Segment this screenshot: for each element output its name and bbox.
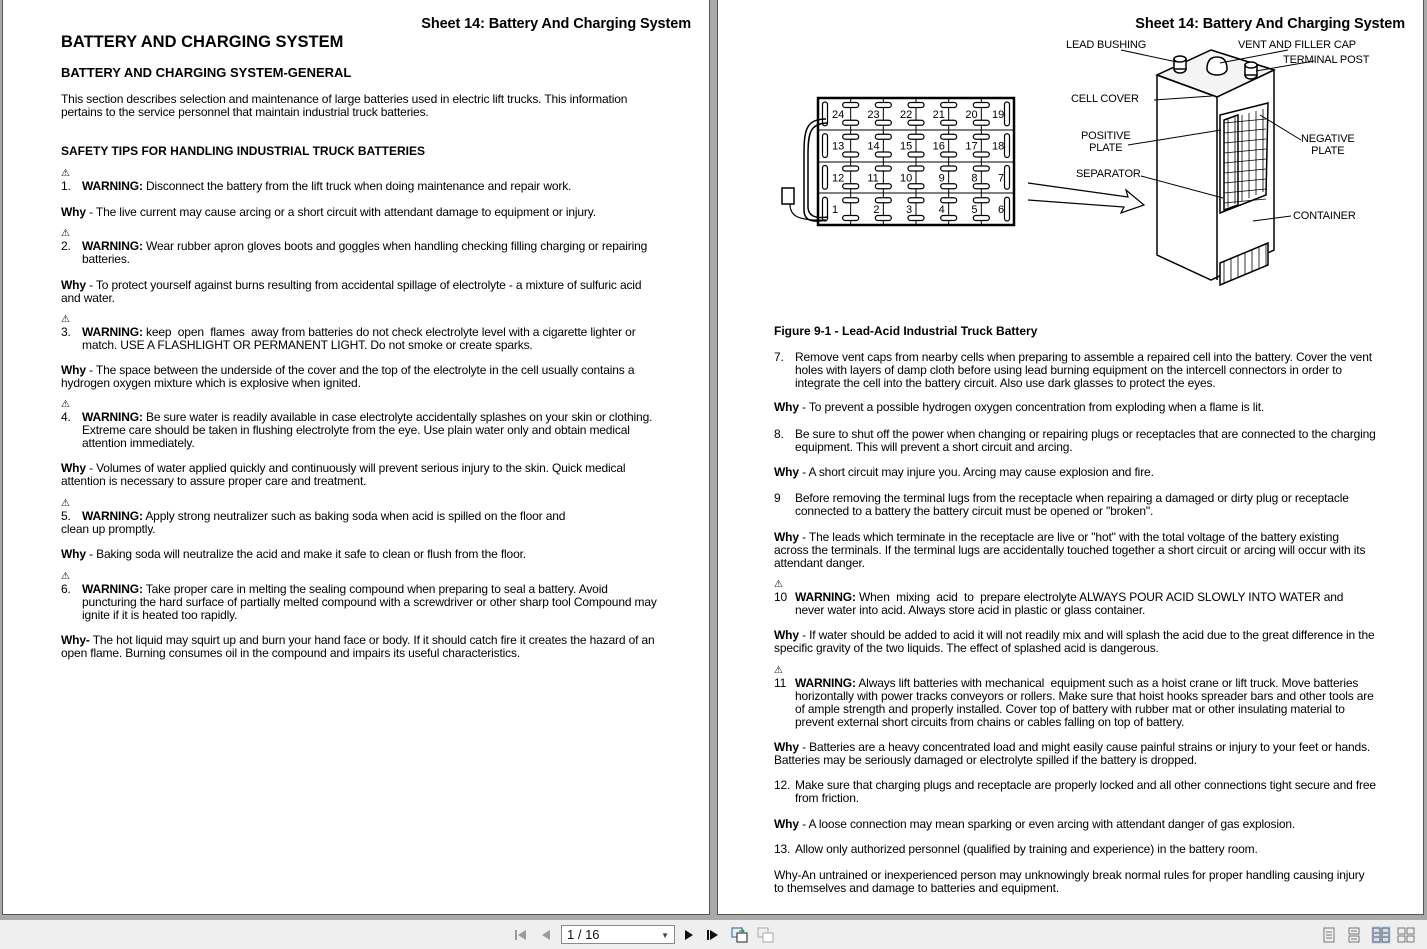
warning-text: Be sure water is readily available in case electrolyte accidentally splashes on your skin or clothing. <box>145 410 653 424</box>
why-text: - A loose connection may mean sparking or even arcing with attendant danger of gas explosion. <box>802 817 1296 831</box>
item-number: 6. <box>61 582 71 596</box>
intercell-connector <box>941 103 957 108</box>
item-number: 1. <box>61 179 71 193</box>
page-indicator: 1 / 16 <box>567 927 600 942</box>
why-label: Why <box>774 817 799 831</box>
item-number: 13. <box>774 842 791 856</box>
item-number: 11 <box>774 676 787 690</box>
page-gutter <box>710 0 717 915</box>
why-item-9 <box>774 531 1365 570</box>
warning-text: When mixing acid to prepare electrolyte ALWAYS POUR ACID SLOWLY INTO WATER and <box>858 590 1344 604</box>
go-back-button[interactable] <box>730 926 748 944</box>
continuous-view-icon <box>1347 927 1361 943</box>
label-line: PLATE <box>1089 142 1123 154</box>
warning-icon: ⚠ <box>61 314 70 325</box>
warning-text: batteries. <box>82 252 130 266</box>
intercell-connector <box>843 103 859 108</box>
warning-label: WARNING: <box>82 509 143 523</box>
why-label: Why <box>61 205 86 219</box>
go-forward-view-icon <box>756 926 774 944</box>
sheet-header: Sheet 14: Battery And Charging System <box>1135 16 1405 32</box>
intercell-connector <box>941 166 957 171</box>
warning-icon: ⚠ <box>774 665 783 676</box>
why-item-3 <box>61 364 634 390</box>
end-connector <box>1005 197 1010 221</box>
battery-tray <box>782 98 1014 225</box>
cell-number: 12 <box>832 172 845 185</box>
why-label: Why- <box>61 633 90 647</box>
intro-line: This section describes selection and maintenance of large batteries used in electric lift trucks. This information <box>61 92 628 106</box>
warning-label: WARNING: <box>795 590 856 604</box>
end-connector <box>1005 166 1010 190</box>
why-item-2 <box>61 279 641 305</box>
figure-caption: Figure 9-1 - Lead-Acid Industrial Truck Battery <box>774 324 1038 338</box>
warning-text: Disconnect the battery from the lift truck when doing maintenance and repair work. <box>145 179 572 193</box>
label-cell-cover: CELL COVER <box>1071 93 1139 105</box>
intercell-connector <box>973 103 989 108</box>
cell-number: 21 <box>932 108 945 121</box>
battery-figure <box>776 35 1376 310</box>
intro-paragraph <box>61 93 627 119</box>
intercell-connector <box>875 134 891 139</box>
warning-text: never water into acid. Always store acid in plastic or glass container. <box>795 603 1146 617</box>
why-label: Why <box>61 461 86 475</box>
item-number: 3. <box>61 325 71 339</box>
intercell-connector <box>875 103 891 108</box>
warning-text: Take proper care in melting the sealing compound when preparing to seal a battery. Avoid <box>145 582 608 596</box>
warning-label: WARNING: <box>82 325 143 339</box>
intercell-connector <box>875 216 891 221</box>
sheet-header: Sheet 14: Battery And Charging System <box>421 16 691 32</box>
item-text: equipment. This will prevent a short circuit and arcing. <box>795 440 1073 454</box>
label-line: PLATE <box>1311 145 1345 157</box>
item-text: from friction. <box>795 791 859 805</box>
go-forward-button[interactable] <box>756 926 774 944</box>
intercell-connector <box>843 184 859 189</box>
intercell-connector <box>973 120 989 125</box>
why-text: - Batteries are a heavy concentrated load and might easily cause painful strains or injury to your feet or hands. <box>802 740 1371 754</box>
cell-number: 8 <box>971 172 978 185</box>
warning-text: ignite if it is heated too rapidly. <box>82 608 238 622</box>
cell-number: 11 <box>867 172 879 185</box>
intercell-connector <box>973 216 989 221</box>
label-line: POSITIVE <box>1081 130 1131 142</box>
cell-number: 10 <box>900 172 913 185</box>
warning-icon: ⚠ <box>61 498 70 509</box>
why-text: - Volumes of water applied quickly and continuously will prevent serious injury to the skin. Quick medical <box>89 461 626 475</box>
cell-number: 2 <box>873 204 880 217</box>
warning-item-11 <box>774 666 1374 729</box>
item-text: Be sure to shut off the power when changing or repairing plugs or receptacles that are connected to the charging <box>795 427 1376 441</box>
cell-number: 9 <box>938 172 945 185</box>
why-item-10 <box>774 629 1375 655</box>
item-text: Remove vent caps from nearby cells when preparing to assemble a repaired cell into the battery. Cover the vent <box>795 350 1372 364</box>
why-text: attention is necessary to assure proper care and treatment. <box>61 474 367 488</box>
why-item-6 <box>61 634 655 660</box>
label-line: NEGATIVE <box>1301 133 1355 145</box>
two-page-continuous-view-button[interactable] <box>1397 926 1415 944</box>
arrow <box>1028 183 1144 213</box>
why-text: - To prevent a possible hydrogen oxygen concentration from exploding when a flame is lit. <box>802 400 1265 414</box>
warning-icon: ⚠ <box>61 399 70 410</box>
intercell-connector <box>973 134 989 139</box>
next-page-icon <box>682 928 696 942</box>
intercell-connector <box>843 198 859 203</box>
safety-heading: SAFETY TIPS FOR HANDLING INDUSTRIAL TRUCK BATTERIES <box>61 144 426 158</box>
section-subtitle: BATTERY AND CHARGING SYSTEM-GENERAL <box>61 65 352 80</box>
cell-number: 22 <box>900 108 913 121</box>
label-negative-plate <box>1301 133 1355 158</box>
why-text: - To protect yourself against burns resulting from accidental spillage of electrolyte - a mixture of sulfuric acid <box>89 278 642 292</box>
cell-number: 1 <box>832 204 839 217</box>
warning-text: Apply strong neutralizer such as baking soda when acid is spilled on the floor and <box>145 509 566 523</box>
cell-number: 19 <box>992 108 1005 121</box>
cell-number: 4 <box>938 204 945 217</box>
why-label: Why <box>774 740 799 754</box>
battery-cell-drawing <box>1157 50 1274 285</box>
end-connector <box>1005 134 1010 158</box>
why-item-7 <box>774 401 1264 414</box>
chevron-down-icon: ▼ <box>661 931 669 940</box>
cell-number: 16 <box>932 140 945 153</box>
warning-text: Always lift batteries with mechanical equipment such as a hoist crane or lift truck. Move batteries <box>858 676 1359 690</box>
why-text: - A short circuit may injure you. Arcing may cause explosion and fire. <box>802 465 1154 479</box>
list-item-12 <box>774 779 1376 805</box>
why-item-13 <box>774 869 1365 895</box>
warning-text: horizontally with power tracks conveyors or rollers. Make sure that hoist hooks spreader bars and other tools are <box>795 689 1374 703</box>
previous-page-icon <box>539 928 553 942</box>
list-item-9 <box>774 492 1349 518</box>
go-back-view-icon <box>730 926 748 944</box>
warning-text: Wear rubber apron gloves boots and goggles when handling checking filling charging or repairing <box>145 239 648 253</box>
page-number-select[interactable] <box>561 925 675 944</box>
warning-text: attention immediately. <box>82 436 195 450</box>
label-positive-plate <box>1081 130 1131 155</box>
why-text: to themselves and damage to batteries and equipment. <box>774 881 1060 895</box>
cell-number: 7 <box>998 172 1005 185</box>
two-page-continuous-view-icon <box>1397 927 1415 943</box>
warning-item-3 <box>61 315 636 352</box>
why-text: Batteries may be seriously damaged or electrolyte spilled if the battery is dropped. <box>774 753 1197 767</box>
why-text: The hot liquid may squirt up and burn your hand face or body. If it should catch fire it creates the hazard of an <box>89 633 655 647</box>
why-label: Why <box>774 465 799 479</box>
warning-item-2 <box>61 229 647 266</box>
why-label: Why <box>61 547 86 561</box>
intercell-connector <box>908 120 924 125</box>
previous-page-button[interactable] <box>537 926 555 944</box>
intercell-connector <box>875 120 891 125</box>
end-connector <box>823 134 828 158</box>
single-page-view-icon <box>1322 927 1336 943</box>
label-terminal-post: TERMINAL POST <box>1283 54 1370 66</box>
intercell-connector <box>875 198 891 203</box>
item-text: Allow only authorized personnel (qualified by training and experience) in the battery room. <box>795 842 1258 856</box>
document-page-left <box>2 0 710 915</box>
warning-label: WARNING: <box>82 582 143 596</box>
end-connector <box>823 102 828 126</box>
warning-label: WARNING: <box>795 676 856 690</box>
cell-number: 17 <box>965 140 978 153</box>
first-page-icon <box>513 928 529 942</box>
warning-icon: ⚠ <box>61 168 70 179</box>
cell-number: 15 <box>900 140 913 153</box>
intercell-connector <box>843 216 859 221</box>
intercell-connector <box>941 152 957 157</box>
list-item-7 <box>774 351 1372 390</box>
why-label: Why <box>61 363 86 377</box>
item-number: 8. <box>774 427 784 441</box>
why-item-12 <box>774 818 1295 831</box>
cell-number: 23 <box>867 108 880 121</box>
item-number: 10 <box>774 590 788 604</box>
cell-number: 3 <box>906 204 913 217</box>
continuous-view-button[interactable] <box>1345 926 1363 944</box>
last-page-icon <box>705 928 721 942</box>
warning-label: WARNING: <box>82 239 143 253</box>
warning-label: WARNING: <box>82 179 143 193</box>
warning-item-1 <box>61 169 571 193</box>
intercell-connector <box>843 120 859 125</box>
warning-text: clean up promptly. <box>61 522 156 536</box>
why-text: Why-An untrained or inexperienced person may unknowingly break normal rules for proper handling causing injury <box>774 868 1365 882</box>
end-connector <box>1005 102 1010 126</box>
cell-number: 6 <box>998 204 1005 217</box>
why-text: across the terminals. If the terminal lugs are accidentally touched together a short circuit or arcing will occur with its <box>774 543 1366 557</box>
why-text: - The live current may cause arcing or a short circuit with attendant damage to equipment or injury. <box>89 205 596 219</box>
intercell-connector <box>843 166 859 171</box>
label-vent-filler-cap: VENT AND FILLER CAP <box>1238 39 1356 51</box>
viewer-toolbar <box>0 920 1427 949</box>
item-text: holes with layers of damp cloth before using lead burning equipment on the intercell connectors in order to <box>795 363 1342 377</box>
intercell-connector <box>973 184 989 189</box>
warning-label: WARNING: <box>82 410 143 424</box>
why-label: Why <box>774 628 799 642</box>
why-text: - Baking soda will neutralize the acid and make it safe to clean or flush from the floor. <box>89 547 526 561</box>
warning-text: of ample strength and properly installed. Cover top of battery with rubber mat or other insulating material to <box>795 702 1345 716</box>
intercell-connector <box>875 166 891 171</box>
why-text: open flame. Burning consumes oil in the compound and impairs its useful characteristics. <box>61 646 521 660</box>
warning-icon: ⚠ <box>774 579 783 590</box>
why-item-4 <box>61 462 625 488</box>
item-text: integrate the cell into the battery circuit. Also use dark glasses to protect the eyes. <box>795 376 1216 390</box>
intercell-connector <box>843 134 859 139</box>
why-label: Why <box>774 530 799 544</box>
intercell-connector <box>941 216 957 221</box>
intercell-connector <box>908 198 924 203</box>
item-number: 2. <box>61 239 71 253</box>
why-item-1 <box>61 206 596 219</box>
why-text: hydrogen oxygen mixture which is explosive when ignited. <box>61 376 361 390</box>
page-title: BATTERY AND CHARGING SYSTEM <box>61 33 344 51</box>
why-text: and water. <box>61 291 115 305</box>
label-separator: SEPARATOR <box>1076 168 1141 180</box>
warning-icon: ⚠ <box>61 571 70 582</box>
intercell-connector <box>908 134 924 139</box>
cell-number: 13 <box>832 140 845 153</box>
item-number: 12. <box>774 778 791 792</box>
next-page-button[interactable] <box>680 926 698 944</box>
warning-item-6 <box>61 572 657 622</box>
why-text: - The leads which terminate in the receptacle are live or "hot" with the total voltage of the battery existing <box>802 530 1339 544</box>
two-page-view-button[interactable] <box>1371 926 1391 944</box>
intercell-connector <box>875 184 891 189</box>
label-lead-bushing: LEAD BUSHING <box>1066 39 1147 51</box>
document-page-right <box>717 0 1424 915</box>
list-item-13 <box>774 843 1258 856</box>
intro-line: pertains to the service personnel that maintain industrial truck batteries. <box>61 105 429 119</box>
end-connector <box>823 166 828 190</box>
intercell-connector <box>908 184 924 189</box>
warning-text: puncturing the hard surface of partially melted compound with a screwdriver or other sharp tool Compound may <box>82 595 657 609</box>
warning-text: keep open flames away from batteries do not check electrolyte level with a cigarette lighter or <box>145 325 636 339</box>
intercell-connector <box>973 152 989 157</box>
why-item-11 <box>774 741 1370 767</box>
why-text: specific gravity of the two liquids. The effect of splashed acid is dangerous. <box>774 641 1159 655</box>
list-item-8 <box>774 428 1376 454</box>
item-text: connected to a battery the battery circuit must be opened or "broken". <box>795 504 1154 518</box>
first-page-button[interactable] <box>512 926 530 944</box>
intercell-connector <box>908 103 924 108</box>
why-text: - The space between the underside of the cover and the top of the electrolyte in the cell usually contains a <box>89 363 635 377</box>
warning-item-4 <box>61 400 652 450</box>
why-text: attendant danger. <box>774 556 865 570</box>
warning-text: match. USE A FLASHLIGHT OR PERMANENT LIGHT. Do not smoke or create sparks. <box>82 338 533 352</box>
why-text: - If water should be added to acid it will not readily mix and will splash the acid due to the great difference in the <box>802 628 1375 642</box>
warning-text: Extreme care should be taken in flushing electrolyte from the eye. Use plain water only and obtain medical <box>82 423 630 437</box>
intercell-connector <box>941 120 957 125</box>
intercell-connector <box>908 216 924 221</box>
intercell-connector <box>843 152 859 157</box>
why-label: Why <box>61 278 86 292</box>
single-page-view-button[interactable] <box>1320 926 1338 944</box>
item-number: 7. <box>774 350 784 364</box>
cell-number: 14 <box>867 140 880 153</box>
intercell-connector <box>941 198 957 203</box>
warning-item-5 <box>61 499 565 536</box>
intercell-connector <box>973 166 989 171</box>
item-number: 4. <box>61 410 71 424</box>
intercell-connector <box>908 152 924 157</box>
intercell-connector <box>941 184 957 189</box>
cell-number: 5 <box>971 204 978 217</box>
item-text: Make sure that charging plugs and receptacle are properly locked and all other connections tight secure and free <box>795 778 1376 792</box>
two-page-view-icon <box>1372 927 1390 943</box>
cell-number: 24 <box>832 108 845 121</box>
why-item-8 <box>774 466 1154 479</box>
cell-number: 18 <box>992 140 1005 153</box>
intercell-connector <box>941 134 957 139</box>
item-number: 9 <box>774 491 781 505</box>
intercell-connector <box>875 152 891 157</box>
cell-number: 20 <box>965 108 978 121</box>
intercell-connector <box>973 198 989 203</box>
why-item-5 <box>61 548 526 561</box>
warning-item-10 <box>774 580 1343 617</box>
intercell-connector <box>908 166 924 171</box>
last-page-button[interactable] <box>704 926 722 944</box>
item-text: Before removing the terminal lugs from the receptacle when repairing a damaged or dirty plug or receptacle <box>795 491 1349 505</box>
why-label: Why <box>774 400 799 414</box>
item-number: 5. <box>61 509 71 523</box>
warning-icon: ⚠ <box>61 228 70 239</box>
label-container: CONTAINER <box>1293 210 1356 222</box>
warning-text: prevent external short circuits from chains or cables falling on top of battery. <box>795 715 1185 729</box>
